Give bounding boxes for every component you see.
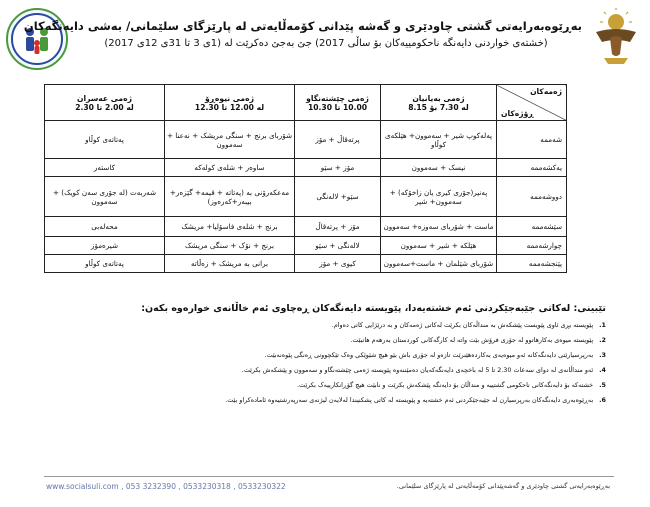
meal-cell: شۆربای شێلمان + ماست+سەموون	[381, 255, 497, 273]
day-cell: یەکشەممە	[497, 159, 567, 177]
meal-cell: برانی بە مریشک + زەڵاتە	[165, 255, 295, 273]
day-cell: دووشەممە	[497, 177, 567, 217]
note-item	[46, 395, 606, 406]
meal-cell: پەلەکوپ شیر + سەموون+ هێلکەی کوڵاو	[381, 121, 497, 159]
note-text: بەرپرسیارێتی دایەنگەکانە ئەو میوەیەی بەکاردەهێنرێت تازەو لە جۆری باش بێو هیچ شێوێکی وەک تێکچوونی ڕەنگی پێوەنەبێت.	[264, 351, 594, 359]
meal-cell: برنج + نۆک + سنگی مریشک	[165, 237, 295, 255]
table-row	[45, 121, 567, 159]
note-text: پێویستە بڕی ئاوی پێویست پێشکەش بە منداڵەکان بکرێت لەکاتی ژەمەکان و بە درێژایی کاتی دەوام.	[331, 321, 594, 329]
meal-cell: شەربەت (لە جۆری سەن کویک) + سەموون	[45, 177, 165, 217]
table-row	[45, 217, 567, 237]
footer-organization: بەڕێوەبەرایەتی گشتی چاودێری و گەشەپێدانی کۆمەڵایەتی لە پارێزگای سلێمانی.	[396, 482, 610, 490]
table-row	[45, 237, 567, 255]
note-item	[46, 350, 606, 361]
column-time: 10.00 تا 10.30	[307, 102, 368, 112]
kurdistan-emblem-icon	[590, 8, 642, 70]
column-name: ژەمی نیوەڕۆ	[205, 93, 254, 103]
meal-schedule-table	[44, 84, 567, 273]
note-number: 3.	[599, 351, 606, 359]
meal-cell: سێو+ لالەنگی	[295, 177, 381, 217]
meal-cell: پەتاتەی کوڵاو	[45, 255, 165, 273]
day-cell: شەممە	[497, 121, 567, 159]
column-header	[165, 85, 295, 121]
meal-cell: کیوی + مۆز	[295, 255, 381, 273]
note-number: 4.	[599, 366, 606, 374]
note-text: پێویستە میوەی بەکارهاتوو لە جۆری فرۆش بێت واتە لە کارگەکانی کوردستان بەرهەم هاتبێت.	[350, 336, 594, 344]
note-text: خشتەکە بۆ دایەنگەکانی ناحکومی گشتییە و منداڵان بۆ دایەنگە پێشکەش بکرێت و نابێت هیچ گۆڕانکارییەک بکرێت.	[297, 381, 594, 389]
meal-cell: ساوەر + شلەی کولەکە	[165, 159, 295, 177]
day-cell: سێشەممە	[497, 217, 567, 237]
column-name: ژەمی بەیانیان	[412, 93, 465, 103]
meal-cell: محەلەبی	[45, 217, 165, 237]
meal-cell: هێلکە + شیر + سەموون	[381, 237, 497, 255]
meal-cell: ماست + شۆربای سەوزە+ سەموون	[381, 217, 497, 237]
column-name: ژەمی چێشتەنگاو	[306, 93, 369, 103]
note-text: ئەو منداڵانەی لە دوای سەعات 2.30 تا 5 لە باخچەی دایەنگەکەیان دەمێننەوە پێویستە ژەمی چێشتەنگاو و سەموون و پێشکەش بکرێت.	[241, 366, 594, 374]
meal-cell: لالەنگی + سێو	[295, 237, 381, 255]
footer-divider	[44, 476, 614, 477]
meal-cell: شۆربای برنج + سنگی مریشک + نەعنا + سەموون	[165, 121, 295, 159]
meal-cell: مەعکەرۆنی بە (پەتاتە + قیمە+ گێزەر+ بیبەر+کەرەوز)	[165, 177, 295, 217]
notes-title: تێبینی: لەکاتی جێبەجێکردنی ئەم خشتەیەدا، پێویستە دایەنگەکان ڕەچاوی ئەم خاڵانەی خوارەوە بکەن:	[141, 303, 606, 314]
day-cell: چوارشەممە	[497, 237, 567, 255]
day-cell: پێنجشەممە	[497, 255, 567, 273]
meal-cell: کاستەر	[45, 159, 165, 177]
column-time: لە 7.30 بۆ 8.15	[408, 102, 469, 112]
meal-cell: مۆز + سێو	[295, 159, 381, 177]
meal-cell: پەنیر(جۆری کیری یان زاخۆکە) + سەموون+ شیر	[381, 177, 497, 217]
table-header-row	[45, 85, 567, 121]
column-name: ژەمی عەسران	[77, 93, 132, 103]
meal-cell: برنج + شلەی فاسۆلیا+ مریشک	[165, 217, 295, 237]
note-number: 5.	[599, 381, 606, 389]
meal-cell: پرتەقاڵ + مۆز	[295, 121, 381, 159]
note-item	[46, 320, 606, 331]
table-row	[45, 159, 567, 177]
note-item	[46, 365, 606, 376]
table-corner-cell	[497, 85, 567, 121]
note-number: 1.	[599, 321, 606, 329]
column-header	[45, 85, 165, 121]
note-item	[46, 380, 606, 391]
footer-contact-link[interactable]: www.socialsuli.com , 053 3232390 , 0533230318 , 0533230322	[46, 482, 286, 491]
corner-meals-label: ژەمەکان	[530, 87, 562, 96]
meal-cell: نیسک + سەموون	[381, 159, 497, 177]
note-text: بەڕێوەبەری دایەنگەکان بەرپرسیارن لە جێبەجێکردنی ئەم خشتەیە و پێویستە لە کاتی پشکنیندا لەلایەن لیژنەی سەرپەرشتیەوە ئامادەکراو بێت.	[225, 396, 594, 404]
corner-days-label: ڕۆژەکان	[501, 109, 534, 118]
meal-cell: مۆز + پرتەقاڵ	[295, 217, 381, 237]
table-row	[45, 255, 567, 273]
meal-cell: شیرەمۆز	[45, 237, 165, 255]
notes-section	[46, 302, 606, 406]
document-header	[23, 18, 582, 52]
column-header	[295, 85, 381, 121]
meal-cell: پەتاتەی کوڵاو	[45, 121, 165, 159]
column-header	[381, 85, 497, 121]
column-time: لە 2.00 تا 2.30	[75, 102, 134, 112]
document-title: بەڕێوەبەرایەتی گشتی چاودێری و گەشە پێدانی کۆمەڵایەتی لە پارێزگای سلێمانی/ بەشی دایەنگەکان	[23, 19, 582, 33]
column-time: لە 12.00 تا 12.30	[194, 102, 265, 112]
note-item	[46, 335, 606, 346]
table-row	[45, 177, 567, 217]
note-number: 6.	[599, 396, 606, 404]
note-number: 2.	[599, 336, 606, 344]
document-subtitle: (خشتەی خواردنی دایەنگە ناحکومییەکان بۆ ساڵی 2017) جێ بەجێ دەکرێت لە (1ی 3 تا 31ی 12ی 2017)	[104, 38, 548, 49]
